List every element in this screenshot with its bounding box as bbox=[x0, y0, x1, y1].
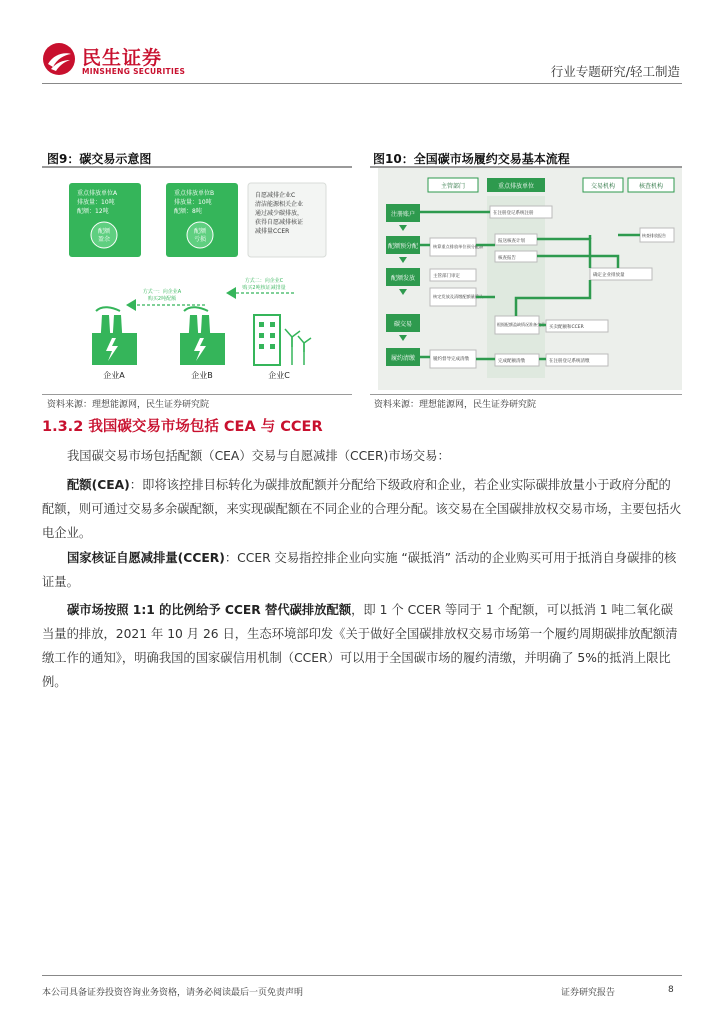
figure10-flowchart bbox=[378, 168, 682, 390]
figure9-diagram bbox=[42, 165, 352, 393]
box-b-badge-1: 配额 bbox=[193, 228, 207, 235]
way2-arrow-head bbox=[226, 287, 236, 299]
svg-text:主管部门: 主管部门 bbox=[440, 183, 466, 190]
svg-text:履约督导完成清缴: 履约督导完成清缴 bbox=[433, 357, 469, 362]
box-b-line-2: 排放量：10吨 bbox=[174, 199, 212, 206]
paragraph-intro bbox=[42, 444, 682, 468]
figure10-source: 资料来源：理想能源网，民生证券研究院 bbox=[374, 400, 537, 410]
box-c-line-5: 减排量CCER bbox=[255, 228, 290, 235]
footer-report-type: 证券研究报告 bbox=[561, 988, 616, 998]
box-a-line-3: 配额：12吨 bbox=[77, 208, 109, 215]
paragraph-cea bbox=[42, 473, 682, 545]
figure9-bottom-rule bbox=[42, 394, 352, 395]
header-divider bbox=[42, 83, 682, 84]
cea-text: ：即将该控排目标转化为碳排放配额并分配给下级政府和企业，若企业实际碳排放量小于政府分配的配额，则可通过交易多余碳配额，来实现碳配额在不同企业的合理分配。该交易在全国碳排放权交易市场，主要包括火电企业。 bbox=[42, 478, 682, 540]
page-number: 8 bbox=[668, 985, 674, 995]
ccer-text: ：CCER 交易指控排企业向实施 “碳抵消” 活动的企业购买可用于抵消自身碳排的核证量。 bbox=[42, 551, 677, 589]
ccer-label: 国家核证自愿减排量(CCER) bbox=[67, 551, 225, 565]
section-number: 1.3.2 bbox=[42, 419, 84, 435]
factory-c-label: 企业C bbox=[268, 371, 290, 380]
factory-a-icon bbox=[92, 307, 137, 365]
box-b-badge bbox=[187, 222, 213, 248]
way2-line-2: 购买2吨核证减排量 bbox=[242, 285, 286, 291]
way1-arrow-head bbox=[126, 299, 136, 311]
ratio-label: 碳市场按照 1:1 的比例给予 CCER 替代碳排放配额 bbox=[67, 603, 352, 617]
box-b-badge-2: 亏损 bbox=[193, 236, 207, 243]
svg-text:完成配额清缴: 完成配额清缴 bbox=[498, 359, 525, 364]
box-a-line-1: 重点排放单位A bbox=[77, 190, 118, 197]
logo-mark-icon bbox=[42, 42, 76, 76]
box-a-badge-2: 盈余 bbox=[97, 236, 111, 243]
logo-chinese-name: 民生证券 bbox=[82, 47, 163, 69]
step-2: 配额预分配 bbox=[387, 243, 419, 250]
factory-b-label: 企业B bbox=[191, 371, 213, 380]
figure9-title: 图9：碳交易示意图 bbox=[47, 152, 152, 166]
svg-text:核查机构: 核查机构 bbox=[638, 183, 664, 190]
cea-label: 配额(CEA) bbox=[67, 478, 130, 492]
step-1: 注册账户 bbox=[390, 211, 416, 218]
box-a-badge-1: 配额 bbox=[97, 228, 111, 235]
svg-text:确定企业排放量: 确定企业排放量 bbox=[593, 273, 625, 278]
svg-text:根据配额盈缺情况准备交易: 根据配额盈缺情况准备交易 bbox=[497, 322, 545, 327]
box-c-line-4: 获得自愿减排核证 bbox=[255, 219, 304, 226]
section-title: 我国碳交易市场包括 CEA 与 CCER bbox=[88, 419, 323, 435]
svg-text:重点排放单位: 重点排放单位 bbox=[497, 183, 535, 190]
svg-text:核定发放及清缴配额量确认: 核定发放及清缴配额量确认 bbox=[433, 294, 484, 299]
figure9-source: 资料来源：理想能源网，民生证券研究院 bbox=[47, 400, 210, 410]
svg-text:在注册登记系统清缴: 在注册登记系统清缴 bbox=[549, 359, 590, 364]
paragraph-ratio bbox=[42, 598, 682, 694]
svg-text:报送核查计划: 报送核查计划 bbox=[498, 239, 525, 244]
box-b-line-1: 重点排放单位B bbox=[174, 190, 215, 197]
svg-text:核算重点排放单位预分配额: 核算重点排放单位预分配额 bbox=[433, 244, 484, 249]
step-column bbox=[386, 204, 420, 366]
svg-text:主管部门审定: 主管部门审定 bbox=[433, 274, 460, 279]
step-5: 履约清缴 bbox=[390, 355, 416, 362]
figure10-title: 图10：全国碳市场履约交易基本流程 bbox=[373, 152, 570, 166]
step-3: 配额发放 bbox=[390, 275, 416, 282]
svg-text:交易机构: 交易机构 bbox=[590, 183, 616, 190]
box-b-line-3: 配额：8吨 bbox=[174, 208, 202, 215]
middle-column-band bbox=[487, 196, 545, 378]
way1-line-2: 购买2吨配额 bbox=[147, 296, 177, 302]
svg-text:买卖配额和CCER: 买卖配额和CCER bbox=[549, 325, 584, 330]
step-4: 碳交易 bbox=[393, 321, 413, 328]
ratio-text: ，即 1 个 CCER 等同于 1 个配额，可以抵消 1 吨二氧化碳当量的排放，2021 年 10 月 26 日，生态环境部印发《关于做好全国碳排放权交易市场第一个履约周期碳排放配额清缴工作的通知》，明确我国的国家碳信用机制（CCER）可以用于全国碳市场的履约清缴，并明确了 5%的抵消上限比例。 bbox=[42, 603, 678, 689]
company-logo bbox=[42, 40, 186, 80]
box-c-line-1: 自愿减排企业C bbox=[255, 192, 296, 199]
footer-disclaimer: 本公司具备证券投资咨询业务资格，请务必阅读最后一页免责声明 bbox=[42, 988, 304, 998]
box-a-line-2: 排放量：10吨 bbox=[77, 199, 115, 206]
way1-line-1: 方式一：向企业A bbox=[142, 289, 182, 295]
logo-english-name: MINSHENG SECURITIES bbox=[82, 67, 186, 76]
way2-line-1: 方式二：向企业C bbox=[244, 278, 284, 284]
intro-text: 我国碳交易市场包括配额（CEA）交易与自愿减排（CCER)市场交易： bbox=[67, 449, 450, 463]
svg-text:核查报告: 核查报告 bbox=[498, 256, 516, 261]
svg-text:在注册登记系统注册: 在注册登记系统注册 bbox=[493, 211, 534, 216]
box-c-line-3: 通过减少碳排放， bbox=[255, 210, 304, 217]
svg-text:核查排放报告: 核查排放报告 bbox=[642, 233, 666, 238]
box-c-line-2: 清洁能源相关企业 bbox=[255, 201, 304, 208]
section-heading bbox=[42, 415, 323, 436]
building-c-icon bbox=[254, 315, 311, 365]
factory-a-label: 企业A bbox=[103, 371, 125, 380]
paragraph-ccer bbox=[42, 546, 682, 594]
report-category: 行业专题研究/轻工制造 bbox=[550, 64, 680, 79]
factory-b-icon bbox=[180, 307, 225, 365]
box-a-badge bbox=[91, 222, 117, 248]
footer-divider bbox=[42, 975, 682, 976]
figure10-bottom-rule bbox=[370, 394, 682, 395]
